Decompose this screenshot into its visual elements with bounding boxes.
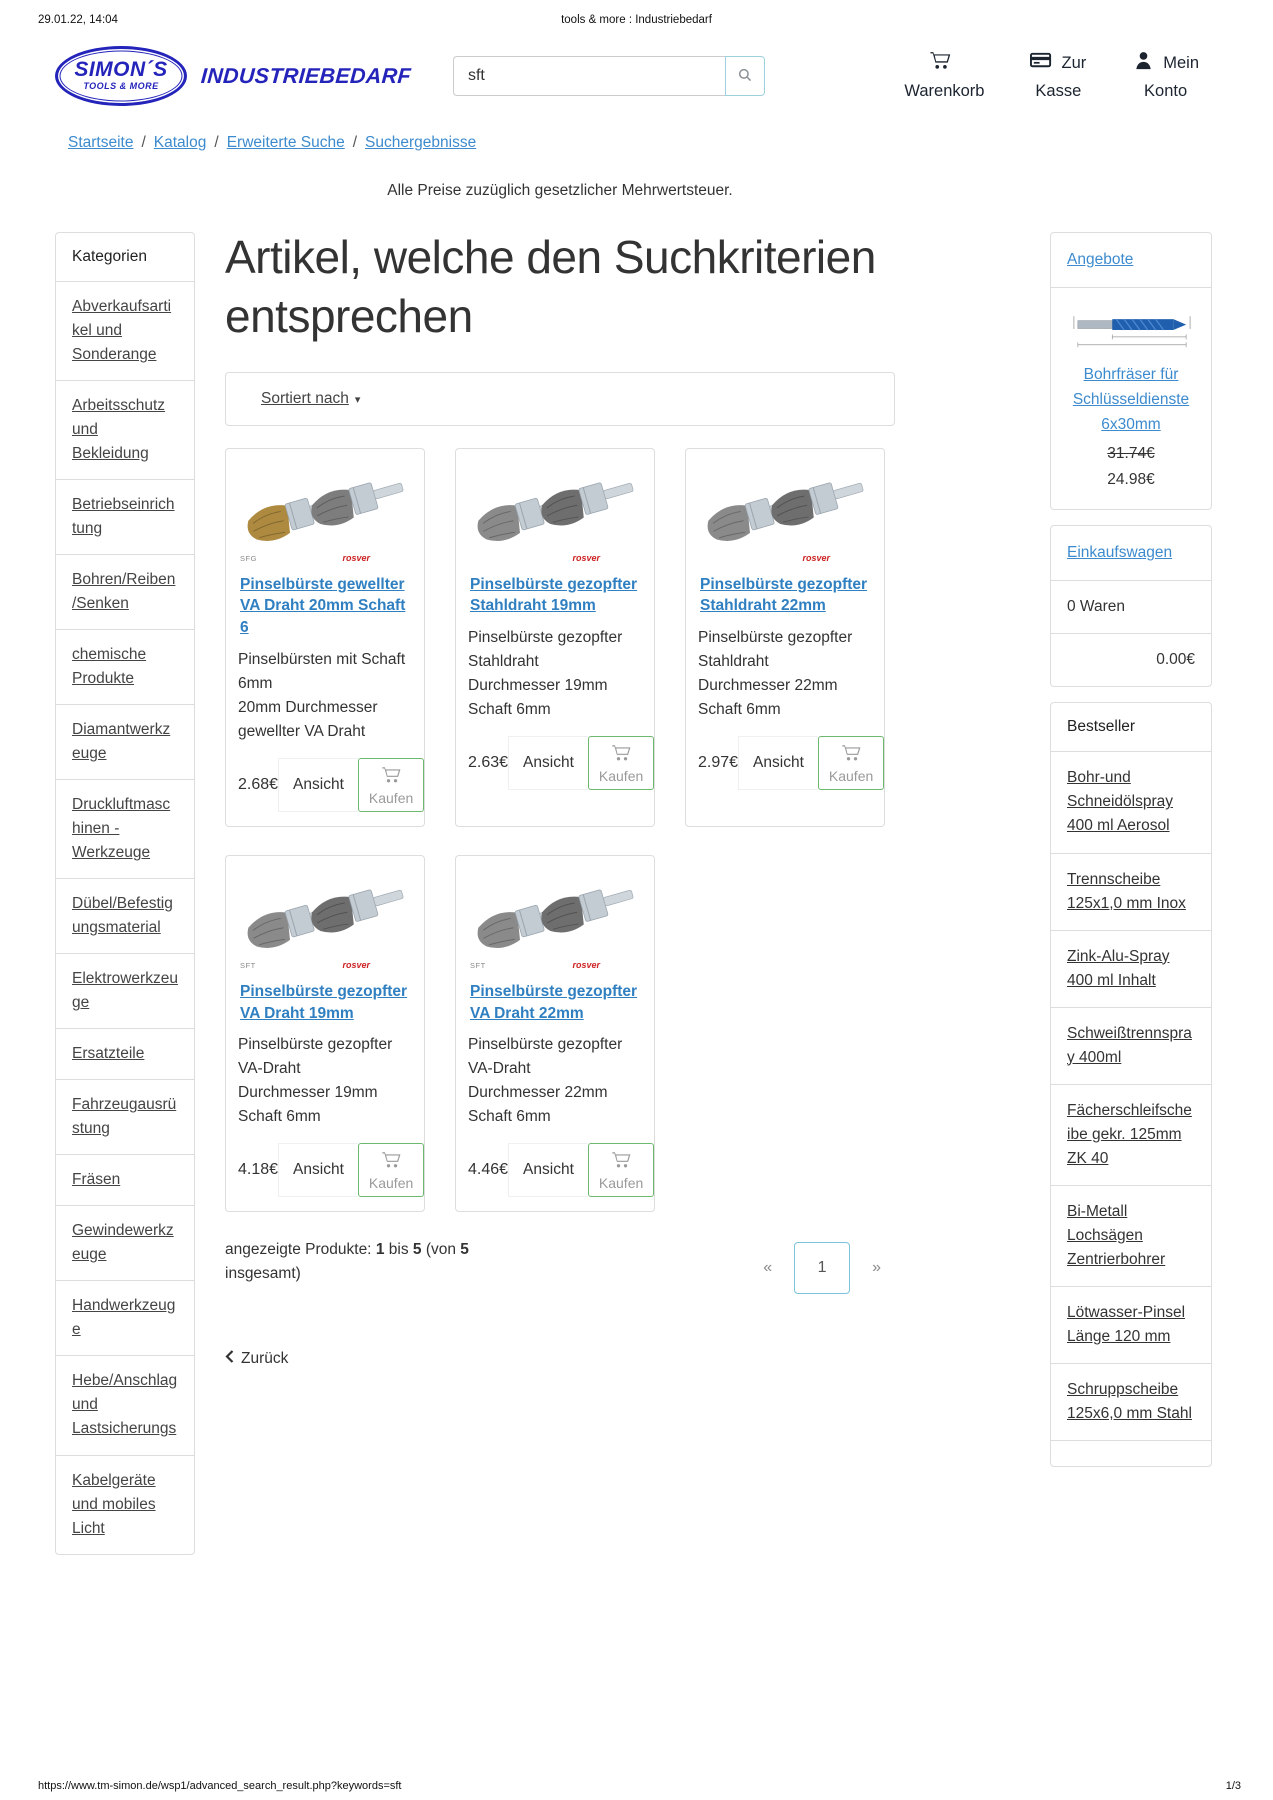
bestseller-link[interactable]: Lötwasser-Pinsel Länge 120 mm xyxy=(1051,1286,1211,1363)
cart-icon xyxy=(841,744,862,765)
category-link[interactable]: Ersatzteile xyxy=(56,1028,194,1079)
product-image[interactable] xyxy=(468,868,642,960)
category-link[interactable]: Betriebseinrichtung xyxy=(56,479,194,554)
product-title-link[interactable]: Pinselbürste gezopfter VA Draht 19mm xyxy=(240,982,408,1022)
view-button[interactable]: Ansicht xyxy=(278,1143,358,1197)
product-card xyxy=(455,855,655,1212)
product-title-link[interactable]: Pinselbürste gewellter VA Draht 20mm Schaft 6 xyxy=(240,575,406,637)
buy-button-label: Kaufen xyxy=(368,789,414,806)
header-nav-item[interactable] xyxy=(1132,49,1199,104)
chevron-left-icon xyxy=(225,1350,234,1368)
product-title-link[interactable]: Pinselbürste gezopfter Stahldraht 19mm xyxy=(470,575,638,615)
bestseller-title: Bestseller xyxy=(1067,718,1136,736)
rosver-brand-mark: rosver xyxy=(802,552,830,563)
product-card xyxy=(225,448,425,827)
nav-label-line2: Warenkorb xyxy=(904,81,985,100)
product-price: 4.18€ xyxy=(238,1161,279,1179)
product-image[interactable] xyxy=(468,461,642,553)
product-price: 4.46€ xyxy=(468,1161,509,1179)
logo-oval xyxy=(55,46,187,106)
rosver-brand-mark: rosver xyxy=(342,959,370,970)
breadcrumb-link-katalog[interactable]: Katalog xyxy=(153,134,207,151)
pagination-page-1[interactable]: 1 xyxy=(794,1242,850,1294)
bestseller-list xyxy=(1051,751,1211,1439)
nav-label-line1: Zur xyxy=(1061,54,1087,73)
buy-button-label: Kaufen xyxy=(828,768,874,785)
page-title: Artikel, welche den Suchkriterien entsprechen xyxy=(225,231,876,342)
view-button[interactable]: Ansicht xyxy=(278,758,358,812)
page-indicator: 1/3 xyxy=(1225,1780,1241,1792)
right-sidebar xyxy=(1050,232,1212,1482)
bestseller-link[interactable]: Trennscheibe 125x1,0 mm Inox xyxy=(1051,853,1211,930)
cart-box xyxy=(1050,525,1212,687)
breadcrumb-link-startseite[interactable]: Startseite xyxy=(68,134,134,151)
shop-logo[interactable] xyxy=(55,46,411,106)
breadcrumb-link-suchergebnisse[interactable]: Suchergebnisse xyxy=(365,134,477,151)
chevron-down-icon: ▾ xyxy=(354,393,361,406)
bestseller-link[interactable]: Zink-Alu-Spray 400 ml Inhalt xyxy=(1051,930,1211,1007)
drill-bit-image[interactable] xyxy=(1067,339,1195,356)
product-grid xyxy=(225,448,895,1212)
product-description: Pinselbürsten mit Schaft 6mm 20mm Durchmesser gewellter VA Draht xyxy=(238,650,406,740)
offer-product-link[interactable]: Bohrfräser für Schlüsseldienste 6x30mm xyxy=(1072,366,1190,433)
cart-total: 0.00€ xyxy=(1051,633,1211,686)
product-image[interactable] xyxy=(698,461,872,553)
product-price: 2.63€ xyxy=(468,754,509,772)
logo-brand-text: INDUSTRIEBEDARF xyxy=(200,63,412,88)
view-button[interactable]: Ansicht xyxy=(508,1143,588,1197)
category-link[interactable]: Kabelgeräte und mobiles Licht xyxy=(56,1455,194,1554)
content-layout xyxy=(0,200,1273,1555)
product-title-link[interactable]: Pinselbürste gezopfter Stahldraht 22mm xyxy=(700,575,868,615)
page-url: https://www.tm-simon.de/wsp1/advanced_search_result.php?keywords=sft xyxy=(38,1780,402,1792)
buy-button-label: Kaufen xyxy=(598,768,644,785)
cart-icon xyxy=(929,49,952,80)
results-count: angezeigte Produkte: 1 bis 5 (von 5 insgesamt) xyxy=(225,1241,469,1283)
header-nav-item[interactable] xyxy=(1030,49,1086,104)
back-link[interactable]: Zurück xyxy=(225,1350,288,1368)
brand-mark: SFT xyxy=(470,960,486,970)
product-price: 2.97€ xyxy=(698,754,739,772)
category-link[interactable]: chemische Produkte xyxy=(56,629,194,704)
view-button[interactable]: Ansicht xyxy=(738,736,818,790)
cart-icon xyxy=(611,744,632,765)
logo-tagline: TOOLS & MORE xyxy=(83,81,159,92)
buy-button[interactable] xyxy=(358,1143,424,1197)
cart-title-link[interactable]: Einkaufswagen xyxy=(1067,544,1173,562)
categories-title: Kategorien xyxy=(72,248,147,265)
buy-button-label: Kaufen xyxy=(368,1175,414,1192)
category-link[interactable]: Druckluftmaschinen - Werkzeuge xyxy=(56,779,194,878)
buy-button[interactable] xyxy=(358,758,424,812)
search-button[interactable] xyxy=(725,56,765,96)
product-price: 2.68€ xyxy=(238,775,279,793)
nav-label-line1: Mein xyxy=(1163,54,1199,73)
header-nav xyxy=(904,49,1211,104)
rosver-brand-mark: rosver xyxy=(572,959,600,970)
buy-button[interactable] xyxy=(818,736,884,790)
category-link[interactable]: Fahrzeugausrüstung xyxy=(56,1079,194,1154)
tax-notice: Alle Preise zuzüglich gesetzlicher Mehrwertsteuer. xyxy=(387,182,733,199)
brand-mark: SFT xyxy=(240,960,256,970)
product-image[interactable] xyxy=(238,868,412,960)
print-header xyxy=(0,0,1273,26)
categories-sidebar xyxy=(55,232,195,1555)
rosver-brand-mark: rosver xyxy=(342,552,370,563)
product-image[interactable] xyxy=(238,461,412,553)
category-link[interactable]: Fräsen xyxy=(56,1154,194,1205)
logo-name: SIMON´S xyxy=(74,58,168,82)
buy-button[interactable] xyxy=(588,1143,654,1197)
print-footer xyxy=(38,1780,1241,1792)
bestseller-link[interactable]: Bohr-und Schneidölspray 400 ml Aerosol xyxy=(1051,751,1211,852)
header xyxy=(0,26,1273,112)
sort-toolbar xyxy=(225,372,895,426)
category-link[interactable]: Hebe/Anschlag und Lastsicherungs xyxy=(56,1355,194,1454)
cart-icon xyxy=(381,766,402,787)
bestseller-link[interactable]: Bi-Metall Lochsägen Zentrierbohrer xyxy=(1051,1185,1211,1286)
bestseller-list-stub xyxy=(1051,1440,1211,1466)
category-link[interactable]: Dübel/Befestigungsmaterial xyxy=(56,878,194,953)
brand-mark: SFG xyxy=(240,553,257,563)
rosver-brand-mark: rosver xyxy=(572,552,600,563)
header-nav-item[interactable] xyxy=(904,49,984,104)
offer-old-price: 31.74€ xyxy=(1107,445,1155,463)
view-button[interactable]: Ansicht xyxy=(508,736,588,790)
product-card xyxy=(225,855,425,1212)
product-card xyxy=(685,448,885,827)
offers-box xyxy=(1050,232,1212,510)
document-title: tools & more : Industriebedarf xyxy=(561,14,712,26)
search-bar xyxy=(453,56,765,96)
category-link[interactable]: Arbeitsschutz und Bekleidung xyxy=(56,380,194,479)
search-input[interactable] xyxy=(453,56,725,96)
credit-card-icon xyxy=(1030,49,1053,80)
bestseller-link[interactable]: Schweißtrennspray 400ml xyxy=(1051,1007,1211,1084)
category-link[interactable]: Diamantwerkzeuge xyxy=(56,704,194,779)
category-link[interactable]: Elektrowerkzeuge xyxy=(56,953,194,1028)
bestseller-link[interactable]: Schruppscheibe 125x6,0 mm Stahl xyxy=(1051,1363,1211,1440)
cart-icon xyxy=(611,1151,632,1172)
buy-button[interactable] xyxy=(588,736,654,790)
person-icon xyxy=(1132,49,1155,80)
product-description: Pinselbürste gezopfter Stahldraht Durchmesser 22mm Schaft 6mm xyxy=(698,629,853,719)
product-title-link[interactable]: Pinselbürste gezopfter VA Draht 22mm xyxy=(470,982,638,1022)
product-description: Pinselbürste gezopfter VA-Draht Durchmesser 22mm Schaft 6mm xyxy=(468,1036,623,1126)
nav-label-line2: Kasse xyxy=(1035,81,1082,100)
bestseller-box xyxy=(1050,702,1212,1466)
sort-dropdown[interactable]: Sortiert nach ▾ xyxy=(261,389,361,407)
category-link[interactable]: Gewindewerkzeuge xyxy=(56,1205,194,1280)
buy-button-label: Kaufen xyxy=(598,1175,644,1192)
nav-label-line2: Konto xyxy=(1144,81,1188,100)
breadcrumb-link-erweiterte-suche[interactable]: Erweiterte Suche xyxy=(226,134,345,151)
breadcrumb: Startseite / Katalog / Erweiterte Suche / Suchergebnisse xyxy=(68,134,477,151)
offers-title-link[interactable]: Angebote xyxy=(1067,251,1134,268)
category-link[interactable]: Handwerkzeuge xyxy=(56,1280,194,1355)
categories-list xyxy=(56,281,194,1554)
offer-price: 24.98€ xyxy=(1107,471,1155,489)
datetime: 29.01.22, 14:04 xyxy=(38,14,118,26)
category-link[interactable]: Abverkaufsartikel und Sonderange xyxy=(56,281,194,380)
pagination xyxy=(763,1242,881,1294)
category-link[interactable]: Bohren/Reiben/Senken xyxy=(56,554,194,629)
product-description: Pinselbürste gezopfter VA-Draht Durchmesser 19mm Schaft 6mm xyxy=(238,1036,393,1126)
main-content xyxy=(225,228,895,1368)
product-description: Pinselbürste gezopfter Stahldraht Durchmesser 19mm Schaft 6mm xyxy=(468,629,623,719)
magnifier-icon xyxy=(736,66,754,87)
cart-icon xyxy=(381,1151,402,1172)
pagination-prev[interactable]: « xyxy=(763,1259,773,1277)
product-card xyxy=(455,448,655,827)
bestseller-link[interactable]: Fächerschleifscheibe gekr. 125mm ZK 40 xyxy=(1051,1084,1211,1185)
cart-item-count: 0 Waren xyxy=(1051,580,1211,633)
pagination-next[interactable]: » xyxy=(872,1259,881,1277)
